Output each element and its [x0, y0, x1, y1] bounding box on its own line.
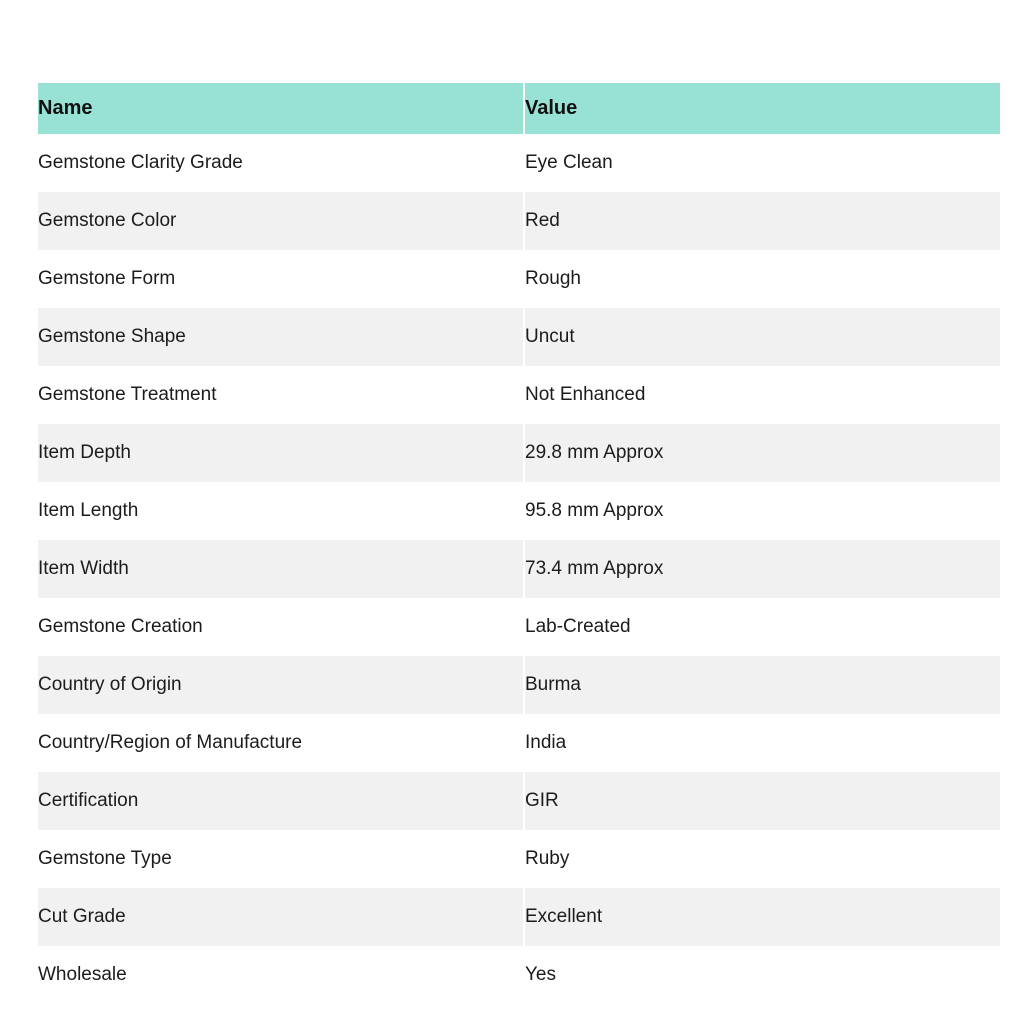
- row-name: Gemstone Shape: [38, 308, 524, 366]
- table-row: [38, 250, 1000, 308]
- row-value: GIR: [524, 772, 1000, 830]
- row-name: Gemstone Type: [38, 830, 524, 888]
- table-row: [38, 134, 1000, 192]
- table-row: [38, 424, 1000, 482]
- row-name: Country of Origin: [38, 656, 524, 714]
- row-value: India: [524, 714, 1000, 772]
- row-name: Item Depth: [38, 424, 524, 482]
- row-value: Yes: [524, 946, 1000, 1004]
- row-value: 95.8 mm Approx: [524, 482, 1000, 540]
- table-row: [38, 946, 1000, 1004]
- row-value: Ruby: [524, 830, 1000, 888]
- row-name: Gemstone Color: [38, 192, 524, 250]
- column-header-name: Name: [38, 83, 524, 134]
- row-value: Not Enhanced: [524, 366, 1000, 424]
- row-value: 73.4 mm Approx: [524, 540, 1000, 598]
- table-row: [38, 482, 1000, 540]
- column-header-value: Value: [524, 83, 1000, 134]
- row-value: Excellent: [524, 888, 1000, 946]
- table-row: [38, 714, 1000, 772]
- row-value: Uncut: [524, 308, 1000, 366]
- row-name: Country/Region of Manufacture: [38, 714, 524, 772]
- table-row: [38, 772, 1000, 830]
- header-row: [38, 83, 1000, 134]
- spec-table: [38, 83, 1000, 1004]
- table-row: [38, 366, 1000, 424]
- row-name: Gemstone Creation: [38, 598, 524, 656]
- table-row: [38, 308, 1000, 366]
- row-name: Gemstone Treatment: [38, 366, 524, 424]
- table-row: [38, 540, 1000, 598]
- row-name: Item Width: [38, 540, 524, 598]
- row-value: Lab-Created: [524, 598, 1000, 656]
- table-row: [38, 888, 1000, 946]
- row-name: Gemstone Clarity Grade: [38, 134, 524, 192]
- row-value: Eye Clean: [524, 134, 1000, 192]
- table-row: [38, 192, 1000, 250]
- table-header: [38, 83, 1000, 134]
- table-body: [38, 134, 1000, 1004]
- row-name: Certification: [38, 772, 524, 830]
- row-name: Item Length: [38, 482, 524, 540]
- row-name: Gemstone Form: [38, 250, 524, 308]
- row-name: Cut Grade: [38, 888, 524, 946]
- row-value: Burma: [524, 656, 1000, 714]
- table-row: [38, 830, 1000, 888]
- row-value: 29.8 mm Approx: [524, 424, 1000, 482]
- row-name: Wholesale: [38, 946, 524, 1004]
- table-row: [38, 598, 1000, 656]
- row-value: Red: [524, 192, 1000, 250]
- table-row: [38, 656, 1000, 714]
- row-value: Rough: [524, 250, 1000, 308]
